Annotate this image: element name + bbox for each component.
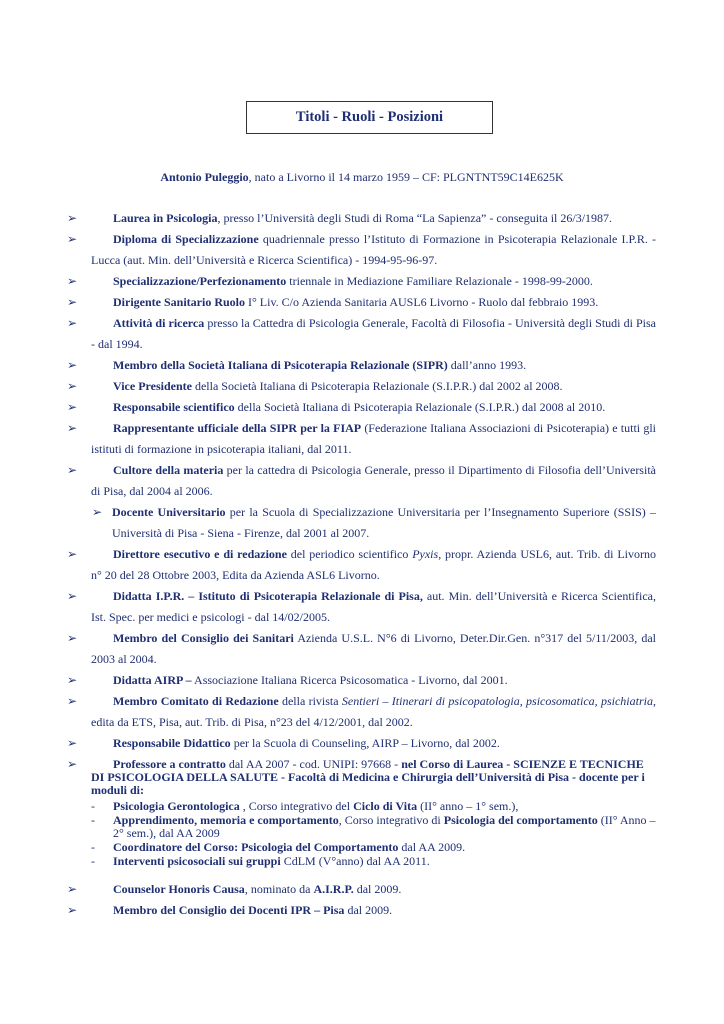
arrow-bullet-icon: ➢ (67, 316, 78, 330)
dash-bullet: - (91, 813, 95, 827)
page-title: Titoli - Ruoli - Posizioni (246, 101, 493, 134)
item-text: quadriennale presso l’Istituto di Formazione in Psicoterapia Relazionale I.P.R. - Lucca (aut. Min. dell’Università e Ricerca Scientifica) - 1994-95-96-97. (91, 232, 657, 267)
arrow-bullet-icon: ➢ (92, 505, 103, 519)
item-heading: Professore a contratto (113, 757, 226, 771)
list-item (67, 313, 656, 355)
item-text: della Società Italiana di Psicoterapia Relazionale (S.I.P.R.) dal 2002 al 2008. (191, 379, 563, 393)
arrow-bullet-icon: ➢ (67, 736, 78, 750)
item-heading: Counselor Honoris Causa (113, 882, 245, 896)
item-text: , propr. Azienda USL6, aut. Trib. di Livorno n° 20 del 28 Ottobre 2003, Edita da Azienda ASL6 Livorno. (91, 547, 656, 582)
list-item (67, 628, 657, 670)
item-text: per la Scuola di Counseling, AIRP – Livorno, dal 2002. (230, 736, 500, 750)
list-item (67, 292, 656, 313)
list-item (67, 879, 656, 900)
module-text: , Corso integrativo del (239, 799, 354, 813)
item-heading: Dirigente Sanitario Ruolo (113, 295, 245, 309)
list-item (92, 502, 656, 544)
item-heading: Specializzazione/Perfezionamento (113, 274, 287, 288)
item-text: dal AA 2007 - cod. UNIPI: 97668 - (225, 757, 402, 771)
person-name: Antonio Puleggio (160, 170, 249, 184)
arrow-bullet-icon: ➢ (67, 295, 78, 309)
person-line (0, 170, 724, 184)
module-item (91, 814, 656, 840)
item-heading: Membro del Consiglio dei Sanitari (113, 631, 294, 645)
module-name: Coordinatore del Corso: Psicologia del Comportamento (113, 840, 399, 854)
item-heading: Laurea in Psicologia (113, 211, 218, 225)
item-text: , presso l’Università degli Studi di Roma “La Sapienza” - conseguita il 26/3/1987. (217, 211, 613, 225)
list-item (67, 355, 656, 376)
arrow-bullet-icon: ➢ (67, 882, 78, 896)
module-text: , Corso integrativo di (338, 813, 444, 827)
list-item (67, 670, 656, 691)
dash-bullet: - (91, 840, 95, 854)
item-text: del periodico scientifico (286, 547, 413, 561)
item-text: I° Liv. C/o Azienda Sanitaria AUSL6 Livorno - Ruolo dal febbraio 1993. (245, 295, 599, 309)
item-heading: Responsabile Didattico (113, 736, 231, 750)
list-item (67, 733, 656, 754)
item-text: presso la Cattedra di Psicologia Generale, Facoltà di Filosofia - Università degli Studi di Pisa - dal 1994. (91, 316, 656, 351)
arrow-bullet-icon: ➢ (67, 400, 78, 414)
item-heading: Diploma di Specializzazione (113, 232, 259, 246)
list-item (67, 418, 656, 460)
arrow-bullet-icon: ➢ (67, 694, 78, 708)
module-course: Psicologia del comportamento (443, 813, 598, 827)
item-heading: Rappresentante ufficiale della SIPR per la FIAP (113, 421, 362, 435)
item-heading: Attività di ricerca (113, 316, 205, 330)
item-heading: A.I.R.P. (313, 882, 354, 896)
list-item (67, 691, 656, 733)
module-item (91, 841, 656, 854)
item-heading: Cultore della materia (113, 463, 224, 477)
list-item (67, 208, 656, 229)
arrow-bullet-icon: ➢ (67, 673, 78, 687)
arrow-bullet-icon: ➢ (67, 379, 78, 393)
item-heading: Didatta I.P.R. – Istituto di Psicoterapia Relazionale di Pisa, (113, 589, 423, 603)
arrow-bullet-icon: ➢ (67, 211, 78, 225)
module-name: Apprendimento, memoria e comportamento (113, 813, 339, 827)
arrow-bullet-icon: ➢ (67, 631, 78, 645)
item-heading: Membro Comitato di Redazione (113, 694, 279, 708)
item-heading: Vice Presidente (113, 379, 192, 393)
item-text: triennale in Mediazione Familiare Relazionale - 1998-99-2000. (286, 274, 593, 288)
module-text: (II° anno – 1° sem.), (417, 799, 519, 813)
item-heading: Didatta AIRP – (113, 673, 192, 687)
module-course: Ciclo di Vita (353, 799, 418, 813)
dash-bullet: - (91, 854, 95, 868)
arrow-bullet-icon: ➢ (67, 463, 78, 477)
module-name: Psicologia Gerontologica (113, 799, 240, 813)
person-details: , nato a Livorno il 14 marzo 1959 – CF: PLGNTNT59C14E625K (248, 170, 564, 184)
item-text: dal 2009. (353, 882, 402, 896)
module-item (91, 800, 656, 813)
module-text: (II° Anno – 2° sem.), dal AA 2009 (113, 813, 656, 840)
item-italic: Pyxis (412, 547, 439, 561)
item-text: aut. Min. dell’Università e Ricerca Scientifica, Ist. Spec. per medici e psicologi - dal 14/02/2005. (91, 589, 656, 624)
arrow-bullet-icon: ➢ (67, 358, 78, 372)
dash-bullet: - (91, 799, 95, 813)
module-item (91, 855, 656, 868)
item-text: per la Scuola di Specializzazione Universitaria per l’Insegnamento Superiore (SSIS) – Università di Pisa - Siena - Firenze, dal 2001 al 2007. (112, 505, 656, 540)
item-text: della rivista (278, 694, 342, 708)
item-heading: Direttore esecutivo e di redazione (113, 547, 287, 561)
list-item (67, 397, 656, 418)
arrow-bullet-icon: ➢ (67, 547, 78, 561)
module-name: Interventi psicosociali sui gruppi (113, 854, 281, 868)
list-item (67, 586, 656, 628)
item-text: della Società Italiana di Psicoterapia Relazionale (S.I.P.R.) dal 2008 al 2010. (234, 400, 606, 414)
item-heading: nel Corso di Laurea - SCIENZE E TECNICHE DI PSICOLOGIA DELLA SALUTE - Facoltà di Medicina e Chirurgia dell’Università di Pisa - docente per i moduli di: (91, 757, 645, 797)
list-item (67, 460, 656, 502)
arrow-bullet-icon: ➢ (67, 589, 78, 603)
arrow-bullet-icon: ➢ (67, 274, 78, 288)
list-item (67, 229, 657, 271)
item-text: Azienda U.S.L. N°6 di Livorno, Deter.Dir.Gen. n°317 del 5/11/2003, dal 2003 al 2004. (91, 631, 657, 666)
arrow-bullet-icon: ➢ (67, 421, 78, 435)
arrow-bullet-icon: ➢ (67, 903, 78, 917)
module-text: CdLM (V°anno) dal AA 2011. (280, 854, 430, 868)
item-heading: Membro della Società Italiana di Psicoterapia Relazionale (SIPR) (113, 358, 448, 372)
item-text: , edita da ETS, Pisa, aut. Trib. di Pisa, n°23 del 4/12/2001, dal 2002. (91, 694, 656, 729)
arrow-bullet-icon: ➢ (67, 757, 78, 771)
item-heading: Membro del Consiglio dei Docenti IPR – Pisa (113, 903, 345, 917)
item-text: , nominato da (244, 882, 314, 896)
item-heading: Responsabile scientifico (113, 400, 235, 414)
list-item (67, 757, 656, 797)
list-item (67, 900, 656, 921)
list-item (67, 376, 656, 397)
item-text: dal 2009. (344, 903, 393, 917)
item-text: Associazione Italiana Ricerca Psicosomatica - Livorno, dal 2001. (191, 673, 508, 687)
item-text: (Federazione Italiana Associazioni di Psicoterapia) e tutti gli istituti di formazione in psicoterapia italiani, dal 2011. (91, 421, 656, 456)
list-item (67, 271, 656, 292)
item-italic: Sentieri – Itinerari di psicopatologia, psicosomatica, psichiatria (341, 694, 653, 708)
arrow-bullet-icon: ➢ (67, 232, 78, 246)
module-text: dal AA 2009. (398, 840, 466, 854)
item-text: per la cattedra di Psicologia Generale, presso il Dipartimento di Filosofia dell’Università di Pisa, dal 2004 al 2006. (91, 463, 656, 498)
list-item (67, 544, 656, 586)
item-heading: Docente Universitario (112, 505, 226, 519)
item-text: dall’anno 1993. (447, 358, 527, 372)
